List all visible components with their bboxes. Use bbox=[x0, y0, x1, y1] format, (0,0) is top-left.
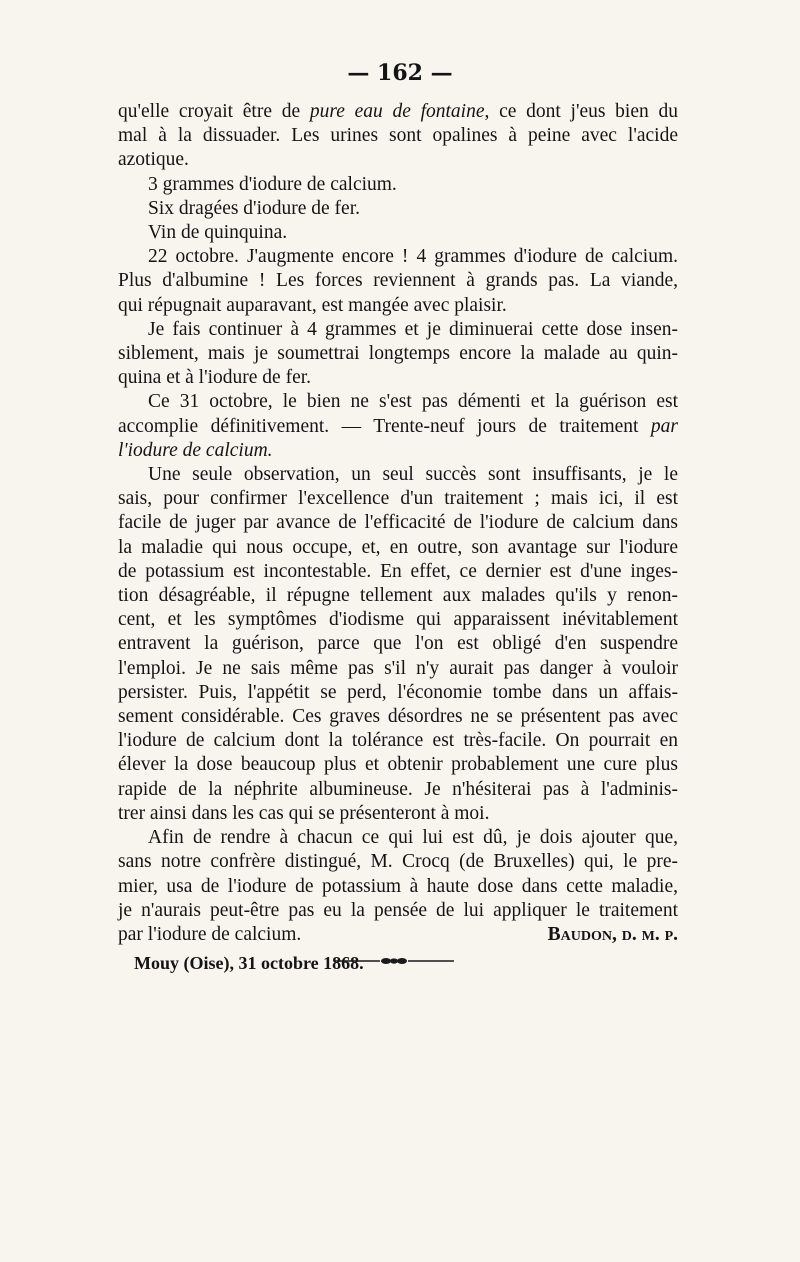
text-line: mal à la dissuader. Les urines sont opalines à peine avec l'acide bbox=[118, 125, 678, 147]
text-line: entravent la guérison, parce que l'on est obligé d'en suspendre bbox=[118, 633, 678, 655]
text-line: la maladie qui nous occupe, et, en outre, son avantage sur l'iodure bbox=[118, 536, 678, 558]
text-line: l'emploi. Je ne sais même pas s'il n'y aurait pas danger à vouloir bbox=[118, 657, 678, 679]
text-line: 22 octobre. J'augmente encore ! 4 grammes d'iodure de calcium. bbox=[148, 246, 678, 268]
text-line: azotique. bbox=[118, 149, 189, 171]
ornamental-rule bbox=[334, 957, 454, 965]
text-line: Afin de rendre à chacun ce qui lui est dû, je dois ajouter que, bbox=[148, 827, 678, 849]
text-line: Plus d'albumine ! Les forces reviennent à grands pas. La viande, bbox=[118, 270, 678, 292]
signature-line bbox=[118, 923, 678, 947]
prescription-item: Vin de quinquina. bbox=[148, 222, 288, 244]
text-line: l'iodure de calcium. bbox=[118, 439, 273, 461]
text-line: Je fais continuer à 4 grammes et je diminuerai cette dose insen- bbox=[148, 318, 678, 340]
prescription-item: Six dragées d'iodure de fer. bbox=[148, 197, 360, 219]
author-signature: Baudon, d. m. p. bbox=[547, 923, 678, 945]
text-line: élever la dose beaucoup plus et obtenir probablement une cure plus bbox=[118, 754, 678, 776]
text-line: mier, usa de l'iodure de potassium à haute dose dans cette maladie, bbox=[118, 875, 678, 897]
text-line: qui répugnait auparavant, est mangée avec plaisir. bbox=[118, 294, 507, 316]
text-line: sans notre confrère distingué, M. Crocq (de Bruxelles) qui, le pre- bbox=[118, 851, 678, 873]
page-number: — 162 — bbox=[347, 60, 453, 86]
text-line: sement considérable. Ces graves désordres ne se présentent pas avec bbox=[118, 706, 678, 728]
text-line: accomplie définitivement. — Trente-neuf jours de traitement par bbox=[118, 415, 678, 437]
text-line: l'iodure de calcium dont la tolérance est très-facile. On pourrait en bbox=[118, 730, 678, 752]
text-line: par l'iodure de calcium. bbox=[118, 923, 302, 945]
place-date: Mouy (Oise), 31 octobre 1868. bbox=[134, 953, 364, 974]
text-line: facile de juger par avance de l'efficacité de l'iodure de calcium dans bbox=[118, 512, 678, 534]
text-line: je n'aurais peut-être pas eu la pensée de lui appliquer le traitement bbox=[118, 899, 678, 921]
text-line: siblement, mais je soumettrai longtemps encore la malade au quin- bbox=[118, 343, 678, 365]
body-text bbox=[118, 100, 678, 975]
text-line: persister. Puis, l'appétit se perd, l'économie tombe dans un affais- bbox=[118, 681, 678, 703]
text-line: cent, et les symptômes d'iodisme qui apparaissent inévitablement bbox=[118, 609, 678, 631]
text-line: trer ainsi dans les cas qui se présenteront à moi. bbox=[118, 802, 490, 824]
text-line: Une seule observation, un seul succès sont insuffisants, je le bbox=[148, 464, 678, 486]
text-line: rapide de la néphrite albumineuse. Je n'hésiterai pas à l'adminis- bbox=[118, 778, 678, 800]
prescription-item: 3 grammes d'iodure de calcium. bbox=[148, 173, 397, 195]
text-line: Ce 31 octobre, le bien ne s'est pas démenti et la guérison est bbox=[148, 391, 678, 413]
text-line: tion désagréable, il répugne tellement aux malades qu'ils y renon- bbox=[118, 585, 678, 607]
text-line: qu'elle croyait être de pure eau de fontaine, ce dont j'eus bien du bbox=[118, 101, 678, 122]
text-line: sais, pour confirmer l'excellence d'un traitement ; mais ici, il est bbox=[118, 488, 678, 510]
text-line: de potassium est incontestable. En effet, ce dernier est d'une inges- bbox=[118, 560, 678, 582]
text-line: quina et à l'iodure de fer. bbox=[118, 367, 312, 389]
